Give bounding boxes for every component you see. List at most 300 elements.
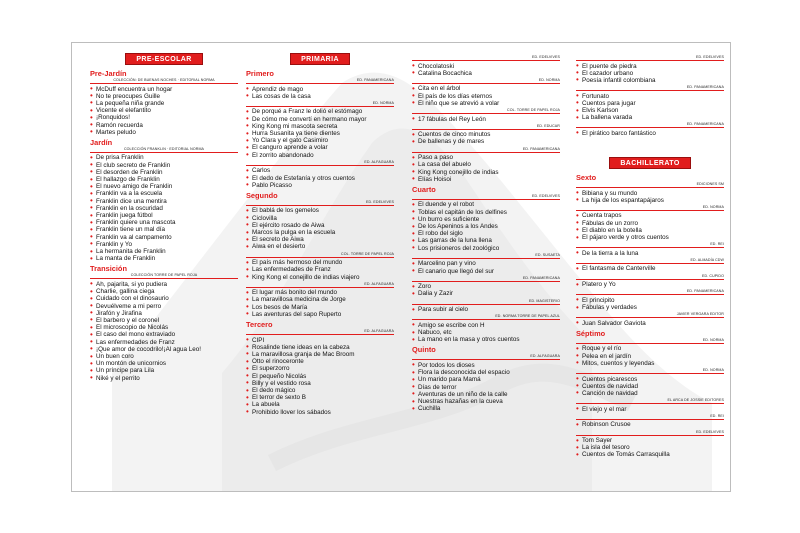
book-title: • Bibiana y su mundo: [576, 190, 724, 197]
book-title: • McDuff encuentra un hogar: [90, 86, 238, 93]
book-title: • El caso del mono extraviado: [90, 331, 238, 338]
grade-title: Jardín: [90, 137, 113, 147]
book-title: • Cuenta trapos: [576, 212, 724, 219]
book-title: • La maravillosa granja de Mac Broom: [246, 351, 394, 358]
book-title: • Devuélveme a mi perro: [90, 303, 238, 310]
book-title: • La manta de Franklin: [90, 255, 238, 262]
publisher-rule: [90, 152, 238, 153]
book-title: • Aprendiz de mago: [246, 86, 394, 93]
book-title: • Pelea en el jardín: [576, 353, 724, 360]
publisher-group: [246, 252, 394, 281]
publisher-group: [412, 147, 560, 183]
book-title: • Un príncipe para Lila: [90, 367, 238, 374]
book-title: • Yo Clara y el gato Casimiro: [246, 137, 394, 144]
book-list: [576, 212, 724, 241]
grade-section: [576, 55, 724, 137]
book-list: [576, 265, 724, 272]
publisher-label: ED. ALFAGUARA: [364, 159, 394, 164]
column-bachillerato: [576, 157, 724, 460]
publisher-rule: [246, 83, 394, 84]
book-list: [90, 154, 238, 262]
book-list: [412, 85, 560, 107]
book-title: • Canción de navidad: [576, 390, 724, 397]
publisher-label: ED. PANAMERICANA: [522, 275, 560, 280]
book-title: • Las cosas de la casa: [246, 93, 394, 100]
publisher-rule: [576, 373, 724, 374]
publisher-rule: [576, 435, 724, 436]
book-title: • Ciclovilla: [246, 215, 394, 222]
publisher-rule: [412, 113, 560, 114]
book-title: • Elías Hoisoi: [412, 176, 560, 183]
publisher-group: [246, 160, 394, 189]
book-title: • Charlie, gallina ciega: [90, 288, 238, 295]
book-title: • Catalina Bocachica: [412, 70, 560, 77]
book-title: • Flora la desconocida del espacio: [412, 369, 560, 376]
book-title: • Dalia y Zazir: [412, 290, 560, 297]
book-title: • Las aventuras del sapo Ruperto: [246, 311, 394, 318]
book-title: • Cita en el árbol: [412, 85, 560, 92]
publisher-label: ED. ALFAGUARA: [530, 354, 560, 359]
publisher-label: ED. NORMA: [372, 100, 394, 105]
publisher-label: ED. NORMA: [702, 368, 724, 373]
book-title: • Juan Salvador Gaviota: [576, 320, 724, 327]
publisher-group: [90, 273, 238, 381]
publisher-label: ED. PANAMERICANA: [686, 289, 724, 294]
book-title: • Franklin tiene un mal día: [90, 226, 238, 233]
book-title: • El fantasma de Canterville: [576, 265, 724, 272]
book-title: • Otto el rinoceronte: [246, 358, 394, 365]
book-title: • Hurra Susanita ya tiene dientes: [246, 130, 394, 137]
publisher-rule: [576, 317, 724, 318]
book-title: • El microscopio de Nicolás: [90, 324, 238, 331]
publisher-label: ED. NORMA: [702, 204, 724, 209]
grade-section: [246, 320, 394, 416]
book-title: • El desorden de Franklin: [90, 169, 238, 176]
grade-title: Transición: [90, 264, 127, 274]
book-title: • ¡Ronquidos!: [90, 114, 238, 121]
publisher-label: EDICIONES SM: [696, 182, 724, 186]
book-title: • El duende y el robot: [412, 201, 560, 208]
book-title: • El ejército rosado de Aiwa: [246, 222, 394, 229]
book-title: • Las garras de la luna llena: [412, 237, 560, 244]
book-list: [246, 108, 394, 158]
book-list: [90, 86, 238, 136]
book-title: • El pequeño Nicolás: [246, 373, 394, 380]
level-caption: PRIMARIA: [290, 53, 350, 65]
level-caption: PRE-ESCOLAR: [125, 53, 202, 65]
book-list: [576, 320, 724, 327]
book-title: • El diablo en la botella: [576, 227, 724, 234]
publisher-label: COL. TORRE DE PAPEL ROJA: [341, 251, 394, 256]
book-title: • Robinson Crusoe: [576, 421, 724, 428]
book-title: • El club secreto de Franklin: [90, 162, 238, 169]
publisher-group: [412, 108, 560, 123]
book-title: • Franklin y Yo: [90, 241, 238, 248]
publisher-group: [576, 258, 724, 273]
publisher-rule: [412, 152, 560, 153]
book-title: • Un burro es suficiente: [412, 216, 560, 223]
publisher-label: ED. NORMA TORRE DE PAPEL AZUL: [495, 314, 560, 319]
publisher-rule: [412, 359, 560, 360]
publisher-label: ED. NORMA: [538, 77, 560, 82]
publisher-group: [246, 282, 394, 318]
book-title: • El cazador urbano: [576, 70, 724, 77]
book-title: • Roque y el río: [576, 345, 724, 352]
grade-title: Séptimo: [576, 328, 606, 338]
publisher-label: JAVIER VERGARA EDITOR: [676, 312, 724, 317]
grade-section: [90, 69, 238, 136]
publisher-label: ED. EDELVIVES: [696, 55, 724, 59]
book-list: [576, 250, 724, 257]
book-title: • Zoro: [412, 283, 560, 290]
book-title: • Vicente el elefantito: [90, 107, 238, 114]
publisher-rule: [246, 334, 394, 335]
book-title: • No te preocupes Guille: [90, 93, 238, 100]
book-title: • El pirático barco fantástico: [576, 130, 724, 137]
book-title: • El dedo mágico: [246, 387, 394, 394]
grade-section: [576, 329, 724, 459]
book-list: [90, 281, 238, 382]
book-title: • Elvis Karlson: [576, 107, 724, 114]
book-title: • Aiwa en el desierto: [246, 243, 394, 250]
grade-section: [576, 173, 724, 327]
book-title: • El país más hermoso del mundo: [246, 259, 394, 266]
book-title: • Aventuras de un niño de la calle: [412, 391, 560, 398]
book-title: • Franklin quiere una mascota: [90, 219, 238, 226]
book-title: • Martes peludo: [90, 129, 238, 136]
book-title: • La mano en la masa y otros cuentos: [412, 336, 560, 343]
book-list: [246, 86, 394, 100]
publisher-rule: [576, 90, 724, 91]
book-title: • De la tierra a la luna: [576, 250, 724, 257]
book-title: • CIPI: [246, 337, 394, 344]
book-title: • El canario que llegó del sur: [412, 268, 560, 275]
book-title: • El lugar más bonito del mundo: [246, 289, 394, 296]
book-title: • Marcos la pulga en la escuela: [246, 229, 394, 236]
publisher-rule: [576, 247, 724, 248]
book-title: • Por todos los dioses: [412, 362, 560, 369]
grade-title: Tercero: [246, 320, 273, 330]
book-title: • Niké y el perrito: [90, 375, 238, 382]
book-title: • Platero y Yo: [576, 281, 724, 288]
publisher-group: [576, 205, 724, 241]
book-title: • Marcelino pan y vino: [412, 260, 560, 267]
publisher-rule: [576, 127, 724, 128]
book-list: [246, 289, 394, 318]
publisher-label: ED. CUPIDO: [702, 273, 724, 278]
publisher-rule: [576, 403, 724, 404]
book-list: [576, 281, 724, 288]
book-title: • Poesía infantil colombiana: [576, 77, 724, 84]
publisher-group: [576, 338, 724, 367]
book-title: • La pequeña niña grande: [90, 100, 238, 107]
grade-section: [412, 345, 560, 412]
publisher-group: [576, 122, 724, 137]
book-title: • La hermanita de Franklin: [90, 248, 238, 255]
publisher-label: ED. REI: [710, 242, 724, 247]
publisher-group: [246, 329, 394, 416]
book-title: • La isla del tesoro: [576, 444, 724, 451]
publisher-group: [246, 101, 394, 159]
book-title: • El hallazgo de Franklin: [90, 176, 238, 183]
publisher-rule: [90, 83, 238, 84]
book-title: • Cuentos para jugar: [576, 100, 724, 107]
book-title: • De los Apeninos a los Andes: [412, 223, 560, 230]
publisher-label: ED. EDELVIVES: [696, 429, 724, 434]
grade-title: Pre-Jardín: [90, 69, 127, 78]
book-title: • El canguro aprende a volar: [246, 144, 394, 151]
publisher-group: [576, 85, 724, 121]
book-list: [412, 362, 560, 412]
publisher-rule: [246, 106, 394, 107]
book-list: [412, 131, 560, 145]
book-title: • Franklin va al campamento: [90, 234, 238, 241]
book-title: • Un montón de unicornios: [90, 360, 238, 367]
publisher-group: [246, 200, 394, 251]
book-title: • El zorrito abandonado: [246, 152, 394, 159]
book-title: • Los prisioneros del zoológico: [412, 245, 560, 252]
publisher-rule: [412, 304, 560, 305]
grade-section: [412, 55, 560, 183]
publisher-label: ED. EDELVIVES: [532, 193, 560, 198]
column-primaria-end: [576, 53, 724, 138]
publisher-group: [246, 78, 394, 100]
book-title: • Nabuco, etc: [412, 329, 560, 336]
publisher-rule: [246, 287, 394, 288]
publisher-label: ED. ALFAGUARA: [364, 329, 394, 334]
publisher-rule: [576, 419, 724, 420]
publisher-group: [576, 289, 724, 311]
book-title: • La abuela: [246, 401, 394, 408]
book-title: • Ah, pajarita, si yo pudiera: [90, 281, 238, 288]
book-title: • La ballena varada: [576, 114, 724, 121]
publisher-label: ED. EDELVIVES: [532, 55, 560, 59]
book-title: • King Kong conejillo de indias: [412, 169, 560, 176]
book-title: • Tom Sayer: [576, 437, 724, 444]
publisher-group: [412, 194, 560, 252]
book-title: • Para subir al cielo: [412, 306, 560, 313]
book-list: [412, 283, 560, 297]
publisher-group: [576, 55, 724, 84]
grade-title: Segundo: [246, 190, 278, 200]
book-list: [412, 306, 560, 313]
book-title: • El secreto de Aiwa: [246, 236, 394, 243]
publisher-rule: [576, 187, 724, 188]
column-preescolar: [90, 53, 238, 383]
book-list: [246, 337, 394, 416]
book-title: • Fortunato: [576, 93, 724, 100]
book-title: • Franklin dice una mentira: [90, 198, 238, 205]
book-title: • El robo del siglo: [412, 230, 560, 237]
publisher-group: [90, 78, 238, 136]
book-title: • Toblas el capitán de los delfines: [412, 209, 560, 216]
publisher-rule: [576, 60, 724, 61]
publisher-label: ED. EDELVIVES: [366, 199, 394, 204]
grade-title: Cuarto: [412, 184, 436, 194]
book-title: • El viejo y el mar: [576, 406, 724, 413]
publisher-group: [576, 368, 724, 397]
publisher-group: [90, 147, 238, 263]
publisher-rule: [246, 165, 394, 166]
publisher-rule: [576, 279, 724, 280]
publisher-label: ED. REI: [710, 413, 724, 418]
publisher-label: ED. ALFAGUARA: [364, 281, 394, 286]
book-title: • La maravillosa medicina de Jorge: [246, 296, 394, 303]
book-list: [246, 259, 394, 281]
book-list: [576, 63, 724, 85]
book-title: • El terror de sexto B: [246, 394, 394, 401]
book-title: • El país de los días eternos: [412, 93, 560, 100]
publisher-group: [576, 312, 724, 327]
publisher-rule: [412, 319, 560, 320]
publisher-label: ED. SUSAETA: [535, 252, 560, 257]
book-list: [412, 63, 560, 77]
book-title: • Paso a paso: [412, 154, 560, 161]
publisher-rule: [576, 294, 724, 295]
publisher-label: ED. PANAMERICANA: [686, 85, 724, 90]
book-list: [576, 437, 724, 459]
publisher-label: ED. ALMADÍA CDW: [690, 257, 724, 262]
book-title: • El principito: [576, 297, 724, 304]
publisher-label: ED. MAGISTERIO: [529, 298, 560, 303]
publisher-group: [576, 430, 724, 459]
book-list: [576, 406, 724, 413]
book-title: • 17 fábulas del Rey León: [412, 116, 560, 123]
publisher-label: ED. EDUCAR: [536, 123, 560, 128]
book-title: • Las enfermedades de Franz: [90, 339, 238, 346]
book-list: [576, 297, 724, 311]
book-title: • Mitos, cuentos y leyendas: [576, 360, 724, 367]
grade-title: Sexto: [576, 173, 597, 182]
publisher-rule: [412, 60, 560, 61]
book-list: [412, 201, 560, 251]
book-title: • King Kong el conejillo de indias viajero: [246, 274, 394, 281]
publisher-label: EL ARCA DE JOSSIE EDITORES: [667, 398, 724, 403]
book-title: • Las enfermedades de Franz: [246, 266, 394, 273]
book-title: • Fábulas y verdades: [576, 304, 724, 311]
publisher-label: ED. PANAMERICANA: [686, 122, 724, 127]
publisher-label: ED. PANAMERICANA: [522, 146, 560, 151]
column-primaria: [246, 53, 394, 417]
grade-section: [246, 69, 394, 189]
grade-section: [90, 264, 238, 381]
book-title: • El dedo de Estefanía y otros cuentos: [246, 175, 394, 182]
book-title: • De cómo me convertí en hermano mayor: [246, 116, 394, 123]
book-title: • Fábulas de un zorro: [576, 220, 724, 227]
publisher-group: [576, 274, 724, 289]
publisher-label: COL. TORRE DE PAPEL ROJA: [507, 108, 560, 113]
book-title: • De prisa Franklin: [90, 154, 238, 161]
book-list: [576, 376, 724, 398]
book-title: • El bablá de los gemelos: [246, 207, 394, 214]
publisher-group: [412, 124, 560, 146]
publisher-rule: [576, 263, 724, 264]
publisher-rule: [412, 129, 560, 130]
publisher-group: [412, 299, 560, 314]
book-title: • ¡Que amor de cocodrilo!¡Al agua Leo!: [90, 346, 238, 353]
book-title: • El pájaro verde y otros cuentos: [576, 234, 724, 241]
publisher-rule: [412, 281, 560, 282]
book-list-sheet: [71, 42, 731, 492]
book-list: [412, 260, 560, 274]
book-title: • Chocolatoski: [412, 63, 560, 70]
publisher-label: ED. PANAMERICANA: [356, 78, 394, 82]
book-list: [576, 93, 724, 122]
book-title: • Los besos de María: [246, 304, 394, 311]
publisher-group: [576, 242, 724, 257]
book-title: • Cuidado con el dinosaurio: [90, 295, 238, 302]
grade-title: Quinto: [412, 345, 436, 355]
book-title: • Pablo Picasso: [246, 182, 394, 189]
book-title: • Rosalinde tiene ideas en la cabeza: [246, 344, 394, 351]
publisher-group: [412, 253, 560, 275]
publisher-rule: [246, 257, 394, 258]
book-title: • Billy y el vestido rosa: [246, 380, 394, 387]
book-title: • Cuchilla: [412, 405, 560, 412]
book-title: • Carlos: [246, 167, 394, 174]
publisher-label: ED. NORMA: [702, 337, 724, 342]
book-list: [576, 345, 724, 367]
book-list: [246, 207, 394, 250]
book-title: • El superzorro: [246, 365, 394, 372]
book-title: • La casa del abuelo: [412, 161, 560, 168]
book-title: • Un buen coro: [90, 353, 238, 360]
book-title: • Días de terror: [412, 384, 560, 391]
book-list: [576, 190, 724, 204]
publisher-group: [576, 398, 724, 413]
publisher-rule: [576, 210, 724, 211]
book-list: [412, 116, 560, 123]
publisher-label: COLECCIÓN: DE BUENAS NOCHES · EDITORIAL NORMA: [113, 78, 215, 82]
book-title: • Amigo se escribe con H: [412, 322, 560, 329]
book-list: [412, 154, 560, 183]
publisher-group: [576, 414, 724, 429]
book-title: • De ballenas y de mares: [412, 138, 560, 145]
book-title: • La hija de los espantapájaros: [576, 197, 724, 204]
publisher-label: COLECCIÓN TORRE DE PAPEL ROJA: [130, 273, 198, 278]
book-title: • Franklin va a la escuela: [90, 190, 238, 197]
book-list: [412, 322, 560, 344]
publisher-rule: [90, 278, 238, 279]
book-title: • Un marido para Mamá: [412, 376, 560, 383]
book-list: [246, 167, 394, 189]
book-title: • Franklin juega fútbol: [90, 212, 238, 219]
level-caption: BACHILLERATO: [609, 157, 690, 169]
book-title: • Prohibido llover los sábados: [246, 409, 394, 416]
publisher-rule: [412, 258, 560, 259]
book-title: • King Kong mi mascota secreta: [246, 123, 394, 130]
publisher-rule: [246, 205, 394, 206]
book-title: • Cuentos de Tomás Carrasquilla: [576, 451, 724, 458]
publisher-group: [412, 78, 560, 107]
publisher-group: [412, 276, 560, 298]
grade-section: [90, 138, 238, 263]
book-title: • Jirafón y Jirafina: [90, 310, 238, 317]
book-title: • Cuentos de cinco minutos: [412, 131, 560, 138]
publisher-label: COLECCIÓN FRANKLIN · EDITORIAL NORMA: [123, 146, 205, 151]
book-title: • Franklin en la oscuridad: [90, 205, 238, 212]
publisher-group: [412, 314, 560, 343]
book-title: • El niño que se atrevió a volar: [412, 100, 560, 107]
publisher-rule: [412, 83, 560, 84]
publisher-rule: [576, 343, 724, 344]
book-title: • Cuentos de navidad: [576, 383, 724, 390]
book-title: • El puente de piedra: [576, 63, 724, 70]
grade-section: [412, 185, 560, 344]
publisher-group: [412, 354, 560, 412]
book-title: • Nuestras hazañas en la cueva: [412, 398, 560, 405]
publisher-group: [412, 55, 560, 77]
